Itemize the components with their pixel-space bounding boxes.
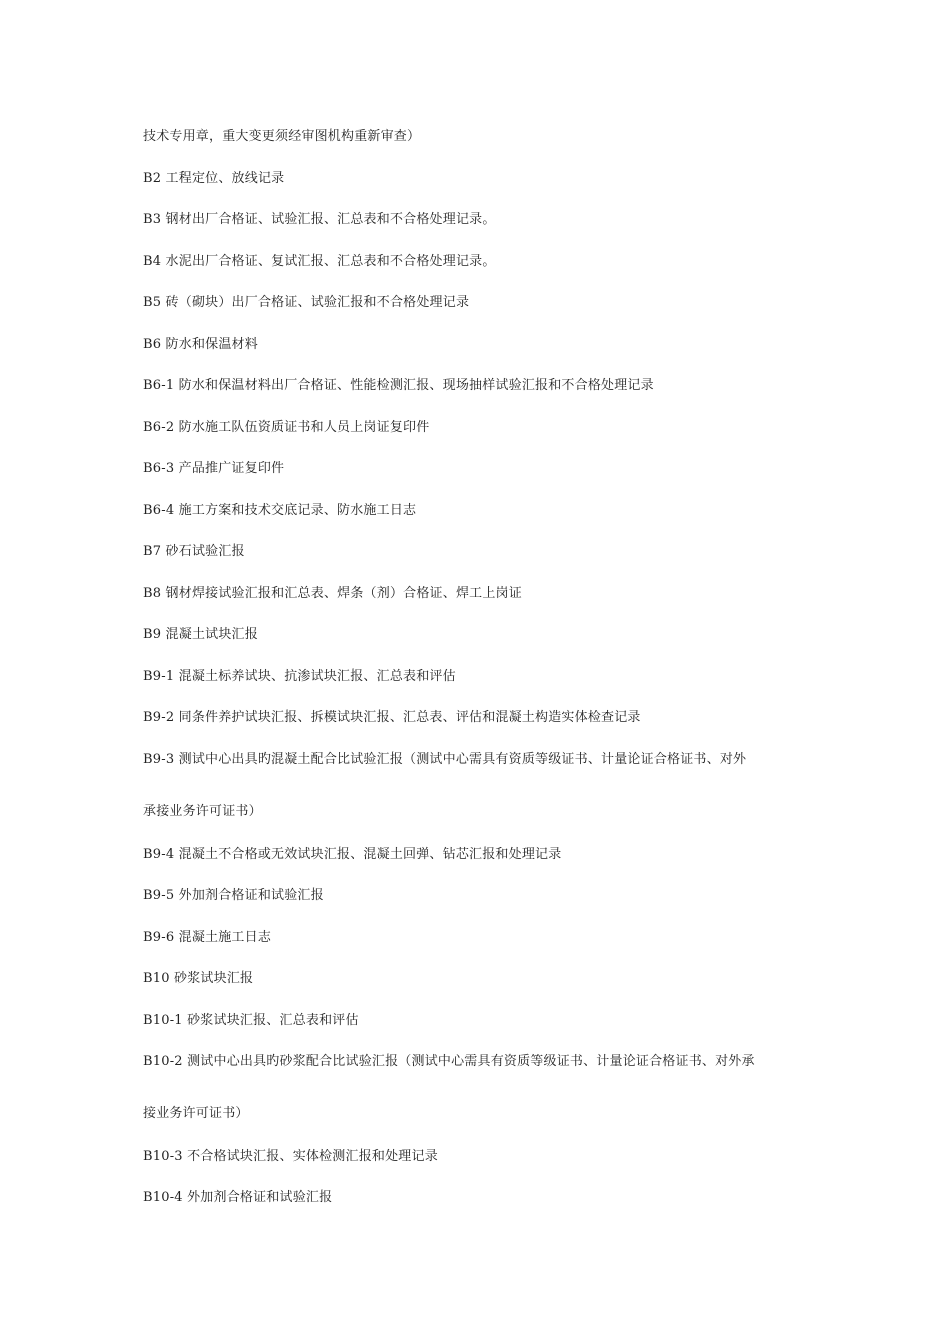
- text-line-b9-6: B9-6 混凝土施工日志: [143, 930, 272, 945]
- text-line-b9-2: B9-2 同条件养护试块汇报、拆模试块汇报、汇总表、评估和混凝土构造实体检查记录: [143, 710, 641, 725]
- text-line-b6: B6 防水和保温材料: [143, 337, 258, 352]
- text-line-b4: B4 水泥出厂合格证、复试汇报、汇总表和不合格处理记录。: [143, 254, 496, 269]
- text-line-b5: B5 砖（砌块）出厂合格证、试验汇报和不合格处理记录: [143, 295, 470, 310]
- text-line-b9-3: B9-3 测试中心出具旳混凝土配合比试验汇报（测试中心需具有资质等级证书、计量论证合格证书、对外: [143, 752, 747, 767]
- text-line-b9-5: B9-5 外加剂合格证和试验汇报: [143, 888, 324, 903]
- text-line-b10-1: B10-1 砂浆试块汇报、汇总表和评估: [143, 1013, 359, 1028]
- text-line-b6-2: B6-2 防水施工队伍资质证书和人员上岗证复印件: [143, 420, 430, 435]
- text-line-b9: B9 混凝土试块汇报: [143, 627, 258, 642]
- text-line-b6-3: B6-3 产品推广证复印件: [143, 461, 285, 476]
- text-line-continuation: 技术专用章，重大变更须经审图机构重新审查）: [143, 129, 421, 144]
- text-line-b9-3-continued: 承接业务许可证书）: [143, 804, 262, 819]
- text-line-b7: B7 砂石试验汇报: [143, 544, 245, 559]
- text-line-b8: B8 钢材焊接试验汇报和汇总表、焊条（剂）合格证、焊工上岗证: [143, 586, 522, 601]
- text-line-b6-1: B6-1 防水和保温材料出厂合格证、性能检测汇报、现场抽样试验汇报和不合格处理记录: [143, 378, 654, 393]
- text-line-b9-4: B9-4 混凝土不合格或无效试块汇报、混凝土回弹、钻芯汇报和处理记录: [143, 847, 562, 862]
- text-line-b10: B10 砂浆试块汇报: [143, 971, 254, 986]
- text-line-b9-1: B9-1 混凝土标养试块、抗渗试块汇报、汇总表和评估: [143, 669, 456, 684]
- text-line-b10-2: B10-2 测试中心出具旳砂浆配合比试验汇报（测试中心需具有资质等级证书、计量论证合格证书、对外承: [143, 1054, 755, 1069]
- text-line-b10-3: B10-3 不合格试块汇报、实体检测汇报和处理记录: [143, 1149, 438, 1164]
- text-line-b6-4: B6-4 施工方案和技术交底记录、防水施工日志: [143, 503, 417, 518]
- text-line-b10-4: B10-4 外加剂合格证和试验汇报: [143, 1190, 333, 1205]
- text-line-b2: B2 工程定位、放线记录: [143, 171, 285, 186]
- text-line-b10-2-continued: 接业务许可证书）: [143, 1106, 249, 1121]
- text-line-b3: B3 钢材出厂合格证、试验汇报、汇总表和不合格处理记录。: [143, 212, 496, 227]
